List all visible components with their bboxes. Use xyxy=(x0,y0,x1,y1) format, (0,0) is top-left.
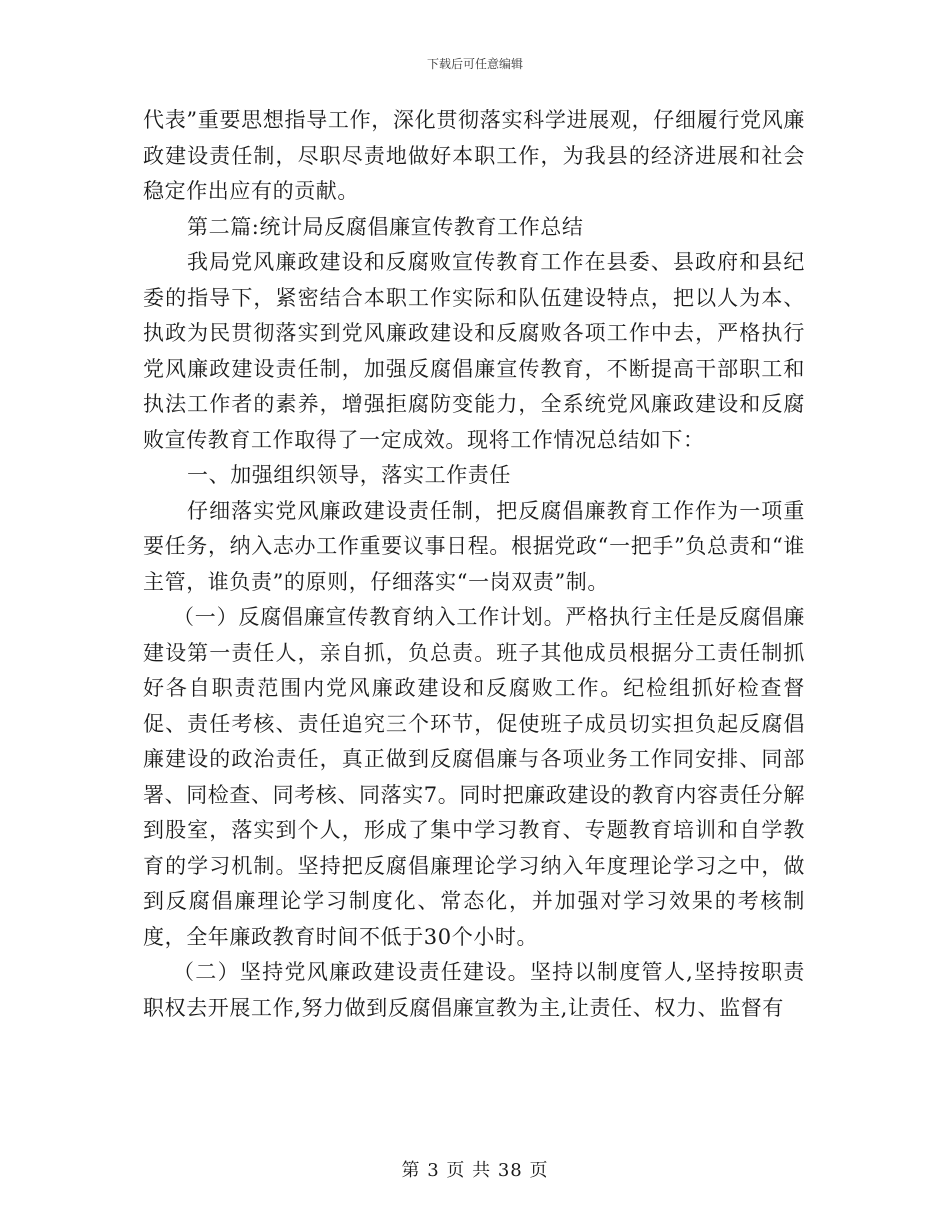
paragraph-continuation: 代表”重要思想指导工作，深化贯彻落实科学进展观，仔细履行党风廉政建设责任制，尽职尽责地做好本职工作，为我县的经济进展和社会稳定作出应有的贡献。 xyxy=(143,108,805,203)
document-body xyxy=(143,103,805,1026)
paragraph-item-1: （一）反腐倡廉宣传教育纳入工作计划。严格执行主任是反腐倡廉建设第一责任人，亲自抓，负总责。班子其他成员根据分工责任制抓好各自职责范围内党风廉政建设和反腐败工作。纪检组抓好检查督促、责任考核、责任追究三个环节，促使班子成员切实担负起反腐倡廉建设的政治责任，真正做到反腐倡廉与各项业务工作同安排、同部署、同检查、同考核、同落实7。同时把廉政建设的教育内容责任分解到股室，落实到个人，形成了集中学习教育、专题教育培训和自学教育的学习机制。坚持把反腐倡廉理论学习纳入年度理论学习之中，做到反腐倡廉理论学习制度化、常态化，并加强对学习效果的考核制度，全年廉政教育时间不低于30个小时。 xyxy=(143,605,805,949)
section-title: 第二篇:统计局反腐倡廉宣传教育工作总结 xyxy=(187,214,584,239)
header-note: 下载后可任意编辑 xyxy=(426,57,523,71)
section-heading: 一、加强组织领导，落实工作责任 xyxy=(187,463,511,487)
paragraph-responsibility: 仔细落实党风廉政建设责任制，把反腐倡廉教育工作作为一项重要任务，纳入志办工作重要议事日程。根据党政“一把手”负总责和“谁主管，谁负责”的原则，仔细落实“一岗双责”制。 xyxy=(143,498,805,594)
paragraph-item-2: （二）坚持党风廉政建设责任建设。坚持以制度管人,坚持按职责职权去开展工作,努力做到反腐倡廉宣教为主,让责任、权力、监督有 xyxy=(143,960,805,1020)
paragraph-intro: 我局党风廉政建设和反腐败宣传教育工作在县委、县政府和县纪委的指导下，紧密结合本职工作实际和队伍建设特点，把以人为本、执政为民贯彻落实到党风廉政建设和反腐败各项工作中去，严格执行党风廉政建设责任制，加强反腐倡廉宣传教育，不断提高干部职工和执法工作者的素养，增强拒腐防变能力，全系统党风廉政建设和反腐败宣传教育工作取得了一定成效。现将工作情况总结如下： xyxy=(143,250,805,452)
page-number: 第 3 页 共 38 页 xyxy=(401,1160,549,1181)
